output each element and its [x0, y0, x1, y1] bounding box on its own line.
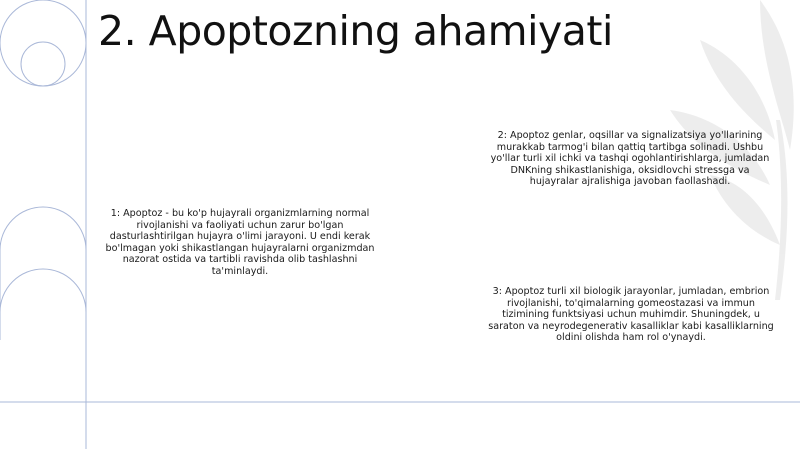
middle-arc-lower — [0, 269, 86, 312]
top-small-circle — [21, 42, 65, 86]
point-2-text: 2: Apoptoz genlar, oqsillar va signalizatsiya yo'llarining murakkab tarmog'i bilan qattiq tartibga solinadi. Ushbu yo'llar turli xil ichki va tashqi ogohlantirishlarga, jumladan DNKning shikastlanishiga, oksidlovchi stressga va hujayralar ajralishiga javoban faollashadi. — [490, 130, 770, 188]
point-3-text: 3: Apoptoz turli xil biologik jarayonlar, jumladan, embrion rivojlanishi, to'qimalarning gomeostazasi va immun tizimining funktsiyasi uchun muhimdir. Shuningdek, u saraton va neyrodegenerativ kasalliklar kabi kasalliklarning oldini olishda ham rol o'ynaydi. — [488, 286, 774, 344]
slide-title: 2. Apoptozning ahamiyati — [98, 7, 613, 55]
top-large-circle — [0, 0, 86, 86]
middle-arc-upper — [0, 207, 86, 250]
point-1-text: 1: Apoptoz - bu ko'p hujayrali organizmlarning normal rivojlanishi va faoliyati uchun zarur bo'lgan dasturlashtirilgan hujayra o'limi jarayoni. U endi kerak bo'lmagan yoki shikastlangan hujayralarni organizmdan nazorat ostida va tartibli ravishda olib tashlashni ta'minlaydi. — [105, 208, 375, 277]
